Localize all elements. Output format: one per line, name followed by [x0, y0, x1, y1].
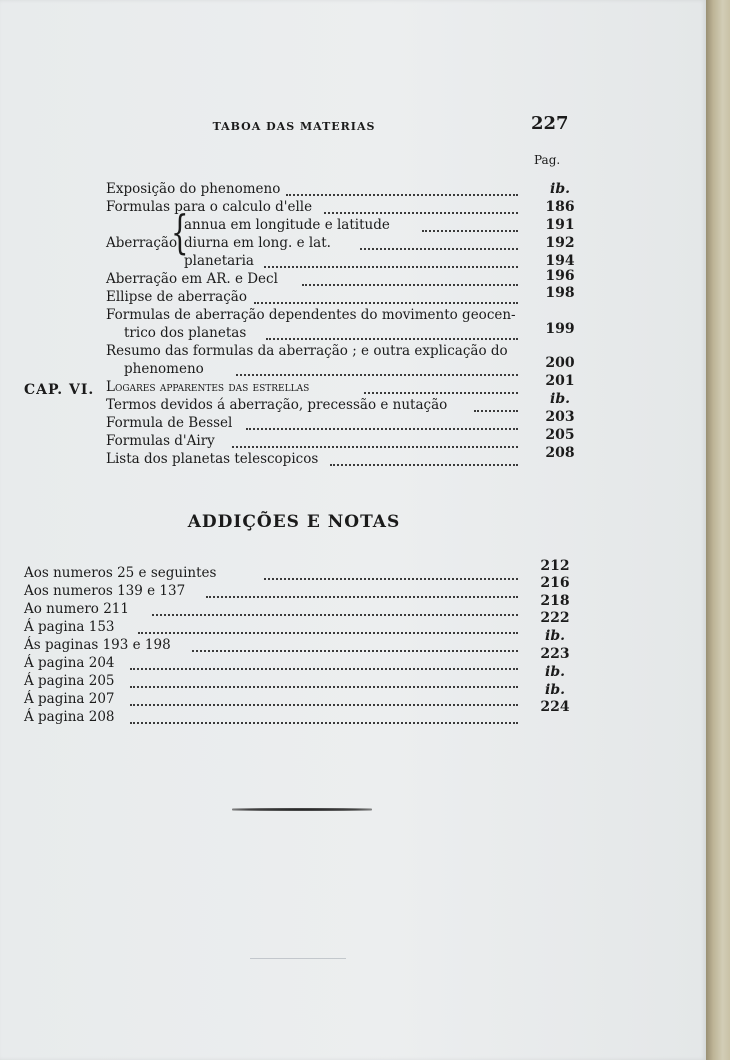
toc-entry-text: planetaria [184, 253, 254, 269]
addition-page-number: ib. [545, 682, 565, 698]
chapter-label: CAP. VI. [24, 382, 95, 398]
toc-entry-text: Formulas d'Airy [106, 433, 215, 449]
addition-entry-text: Á pagina 207 [24, 691, 115, 707]
toc-page-number: 208 [545, 445, 575, 461]
toc-page-number: 191 [545, 217, 575, 233]
toc-entry-text: Exposição do phenomeno [106, 181, 281, 197]
addition-page-number: 224 [540, 699, 570, 715]
toc-entry-text: Formulas de aberração dependentes do movimento geocen- [106, 307, 516, 323]
addition-entry-text: Aos numeros 25 e seguintes [24, 565, 217, 581]
toc-page-number: 186 [545, 199, 575, 215]
page-number: 227 [531, 113, 569, 134]
toc-entry [106, 288, 518, 306]
addition-entry-text: Á pagina 153 [24, 619, 115, 635]
brace-icon: { [171, 205, 189, 259]
addition-entry-text: Ao numero 211 [24, 601, 129, 617]
toc-page-number: ib. [550, 391, 570, 407]
toc-entry-text: trico dos planetas [124, 325, 247, 341]
toc-entry-text: Aberração em AR. e Decl [106, 271, 278, 287]
addition-page-number: ib. [545, 664, 565, 680]
addition-entry-text: Ás paginas 193 e 198 [24, 637, 171, 653]
toc-entry-text: Resumo das formulas da aberração ; e outra explicação do [106, 343, 508, 359]
toc-entry-text: Formulas para o calculo d'elle [106, 199, 313, 215]
toc-page-number: 194 [545, 253, 575, 269]
toc-entry [124, 324, 518, 342]
pag-column-label: Pag. [534, 153, 561, 167]
aberracao-group-label: Aberração [106, 235, 178, 251]
toc-page-number: 198 [545, 285, 575, 301]
running-header-title: TABOA DAS MATERIAS [212, 120, 376, 133]
toc-entry-text: Lista dos planetas telescopicos [106, 451, 319, 467]
toc-page-number: 201 [545, 373, 575, 389]
section-title: ADDIÇÕES E NOTAS [187, 512, 401, 532]
addition-entry-text: Á pagina 208 [24, 709, 115, 725]
toc-page-number: 199 [545, 321, 575, 337]
toc-page-number: 192 [545, 235, 575, 251]
addition-entry-text: Aos numeros 139 e 137 [24, 583, 186, 599]
addition-entry-text: Á pagina 204 [24, 655, 115, 671]
end-rule-divider [232, 808, 372, 811]
toc-entry-text: diurna em long. e lat. [184, 235, 331, 251]
toc-entry-text: Logares apparentes das estrellas [106, 379, 310, 395]
toc-entry-text: Ellipse de aberração [106, 289, 247, 305]
toc-entry-text: annua em longitude e latitude [184, 217, 390, 233]
toc-page-number: 203 [545, 409, 575, 425]
toc-entry-text: Formula de Bessel [106, 415, 233, 431]
book-page-edge [706, 0, 730, 1060]
addition-page-number: 222 [540, 610, 570, 626]
addition-page-number: 223 [540, 646, 570, 662]
addition-page-number: 212 [540, 558, 570, 574]
toc-page-number: ib. [550, 181, 570, 197]
toc-page-number: 196 [545, 268, 575, 284]
toc-page-number: 205 [545, 427, 575, 443]
toc-page-number: 200 [545, 355, 575, 371]
addition-page-number: 216 [540, 575, 570, 591]
toc-entry [106, 378, 518, 396]
toc-entry-text: phenomeno [124, 361, 204, 377]
faint-rule [250, 958, 346, 959]
toc-entry [106, 450, 518, 468]
toc-entry-text: Termos devidos á aberração, precessão e nutação [106, 397, 448, 413]
addition-entry [24, 708, 518, 726]
addition-entry-text: Á pagina 205 [24, 673, 115, 689]
addition-page-number: ib. [545, 628, 565, 644]
addition-page-number: 218 [540, 593, 570, 609]
